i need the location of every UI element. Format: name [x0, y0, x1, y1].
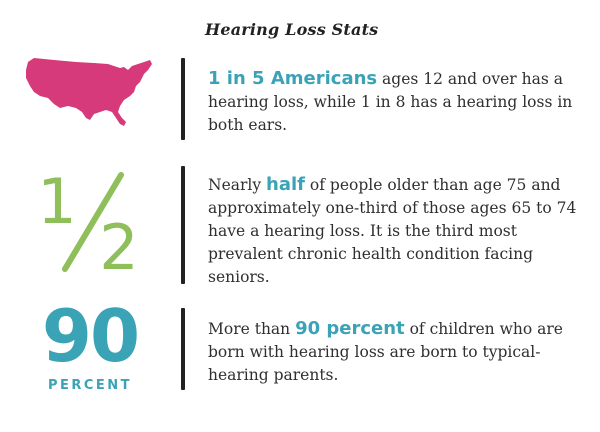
page-title: Hearing Loss Stats — [205, 20, 379, 39]
fraction-denominator: 2 — [99, 211, 139, 275]
stat-text-after: ages 12 and over has a hearing loss, while 1 in 8 has a hearing loss in both ears. — [208, 70, 573, 134]
stat-text — [208, 173, 580, 289]
stat-highlight: 90 percent — [295, 318, 405, 339]
fraction-graphic — [0, 160, 180, 280]
stat-text-after: of children who are born with hearing loss are born to typical-hearing parents. — [208, 320, 563, 384]
stat-text-before: More than — [208, 320, 296, 338]
divider — [181, 58, 185, 140]
usa-map-icon — [24, 56, 156, 128]
percent-label: PERCENT — [47, 377, 133, 393]
stat-text-before: Nearly — [208, 176, 267, 194]
stat-text — [208, 67, 580, 137]
stat-highlight: 1 in 5 Americans — [208, 68, 378, 89]
stat-text-after: of people older than age 75 and approximately one-third of those ages 65 to 74 have a hearing loss. It is the third most prevalent chronic health condition facing seniors. — [208, 176, 577, 286]
fraction-numerator: 1 — [37, 165, 77, 238]
stat-highlight: half — [266, 174, 305, 195]
usa-map-graphic — [0, 50, 180, 134]
divider — [181, 308, 185, 390]
divider — [181, 166, 185, 284]
stat-text — [208, 317, 580, 387]
ninety-number: 90 — [41, 293, 139, 378]
one-half-fraction-icon — [35, 165, 145, 275]
ninety-percent-graphic — [0, 293, 180, 393]
